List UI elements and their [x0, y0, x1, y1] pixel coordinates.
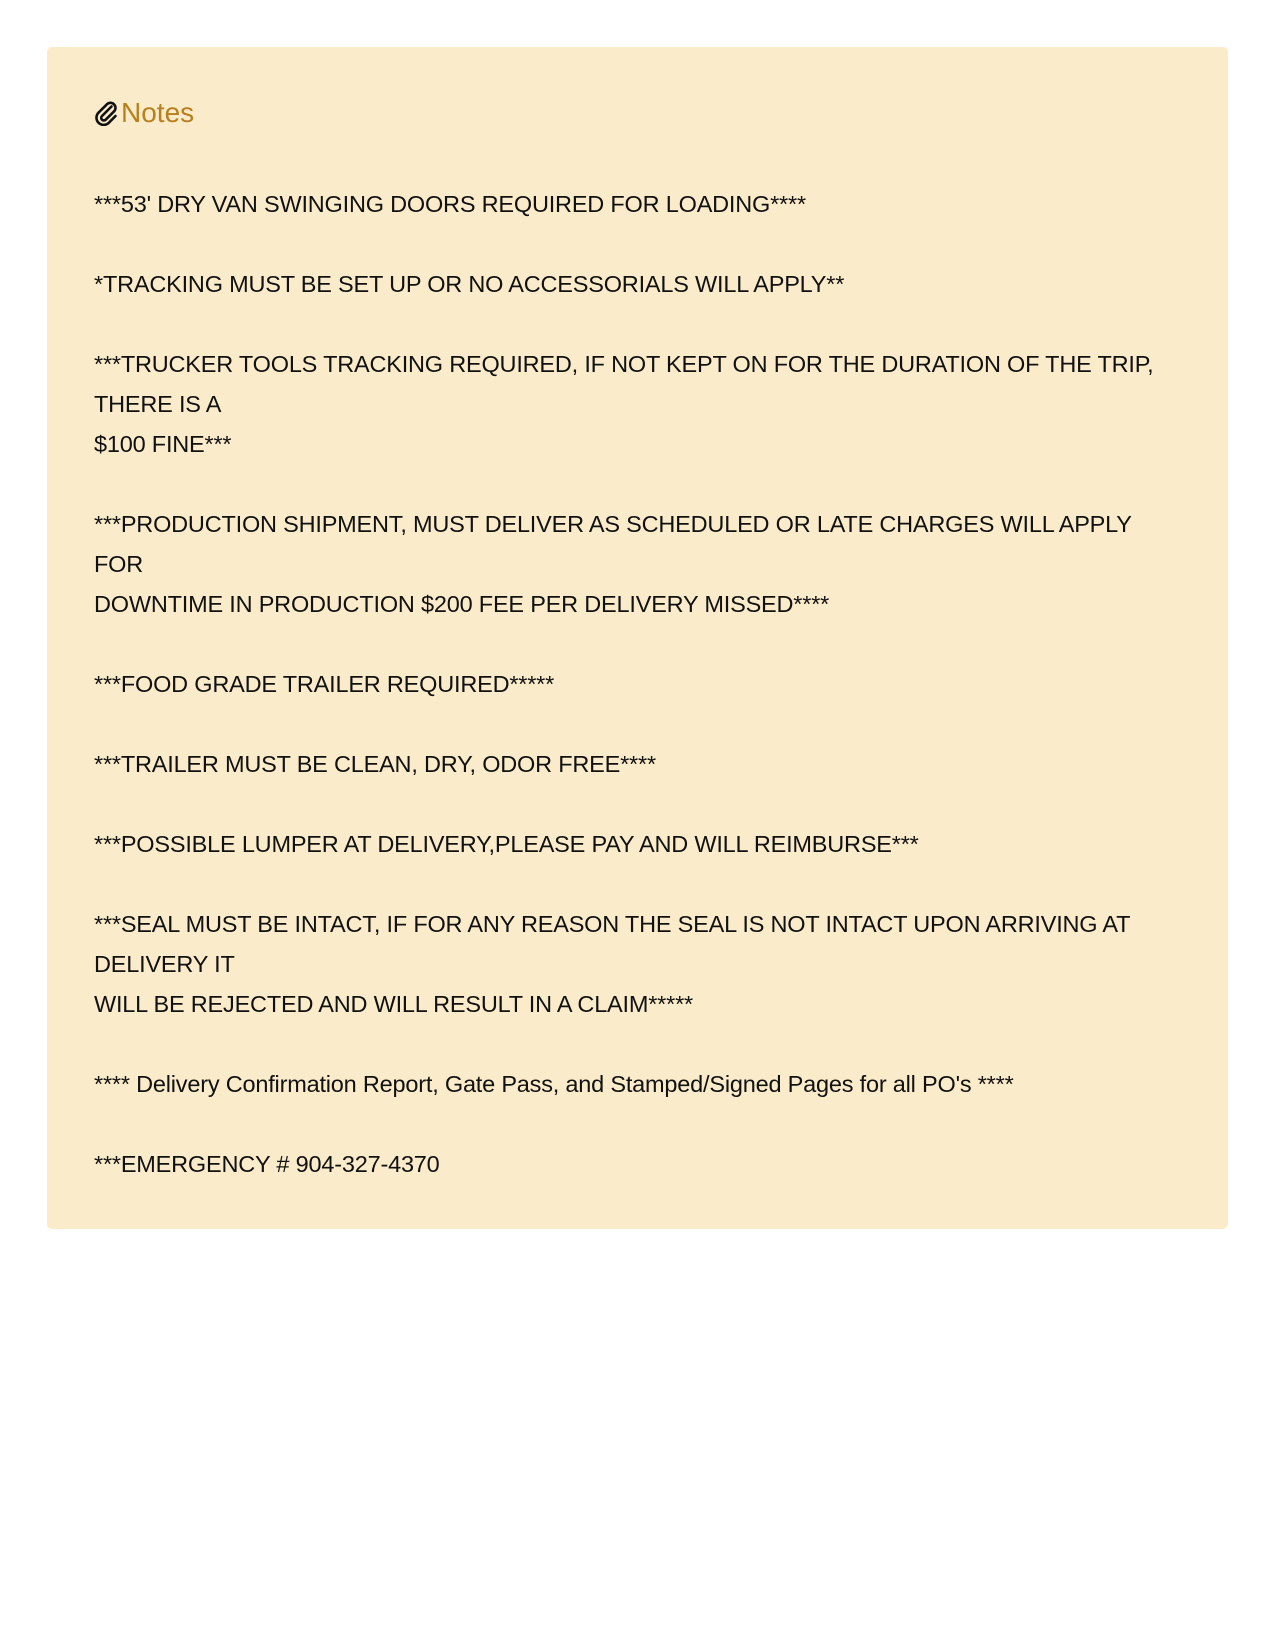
note-line: DELIVERY IT	[94, 951, 235, 977]
note-line: $100 FINE***	[94, 431, 232, 457]
note-line: ***FOOD GRADE TRAILER REQUIRED*****	[94, 671, 555, 697]
note-line: ***TRAILER MUST BE CLEAN, DRY, ODOR FREE****	[94, 751, 656, 777]
note-line: ***PRODUCTION SHIPMENT, MUST DELIVER AS SCHEDULED OR LATE CHARGES WILL APPLY	[94, 511, 1132, 537]
paperclip-icon	[94, 100, 118, 126]
notes-body	[94, 184, 1181, 1184]
note-item	[94, 664, 1181, 704]
note-item	[94, 264, 1181, 304]
note-line: WILL BE REJECTED AND WILL RESULT IN A CLAIM*****	[94, 991, 693, 1017]
note-item	[94, 824, 1181, 864]
note-line: ***EMERGENCY # 904-327-4370	[94, 1151, 440, 1177]
notes-card	[47, 47, 1228, 1229]
note-item	[94, 904, 1181, 1024]
note-line: **** Delivery Confirmation Report, Gate Pass, and Stamped/Signed Pages for all PO's ****	[94, 1071, 1014, 1097]
note-line: ***TRUCKER TOOLS TRACKING REQUIRED, IF NOT KEPT ON FOR THE DURATION OF THE TRIP,	[94, 351, 1154, 377]
note-line: ***SEAL MUST BE INTACT, IF FOR ANY REASON THE SEAL IS NOT INTACT UPON ARRIVING AT	[94, 911, 1131, 937]
note-line: THERE IS A	[94, 391, 222, 417]
note-item	[94, 1144, 1181, 1184]
note-line: ***POSSIBLE LUMPER AT DELIVERY,PLEASE PAY AND WILL REIMBURSE***	[94, 831, 919, 857]
note-line: ***53' DRY VAN SWINGING DOORS REQUIRED FOR LOADING****	[94, 191, 806, 217]
note-line: *TRACKING MUST BE SET UP OR NO ACCESSORIALS WILL APPLY**	[94, 271, 845, 297]
note-line: DOWNTIME IN PRODUCTION $200 FEE PER DELIVERY MISSED****	[94, 591, 830, 617]
note-item	[94, 1064, 1181, 1104]
notes-header	[94, 93, 1181, 133]
note-item	[94, 184, 1181, 224]
note-item	[94, 744, 1181, 784]
notes-title: Notes	[121, 97, 195, 128]
note-item	[94, 504, 1181, 624]
note-item	[94, 344, 1181, 464]
note-line: FOR	[94, 551, 144, 577]
